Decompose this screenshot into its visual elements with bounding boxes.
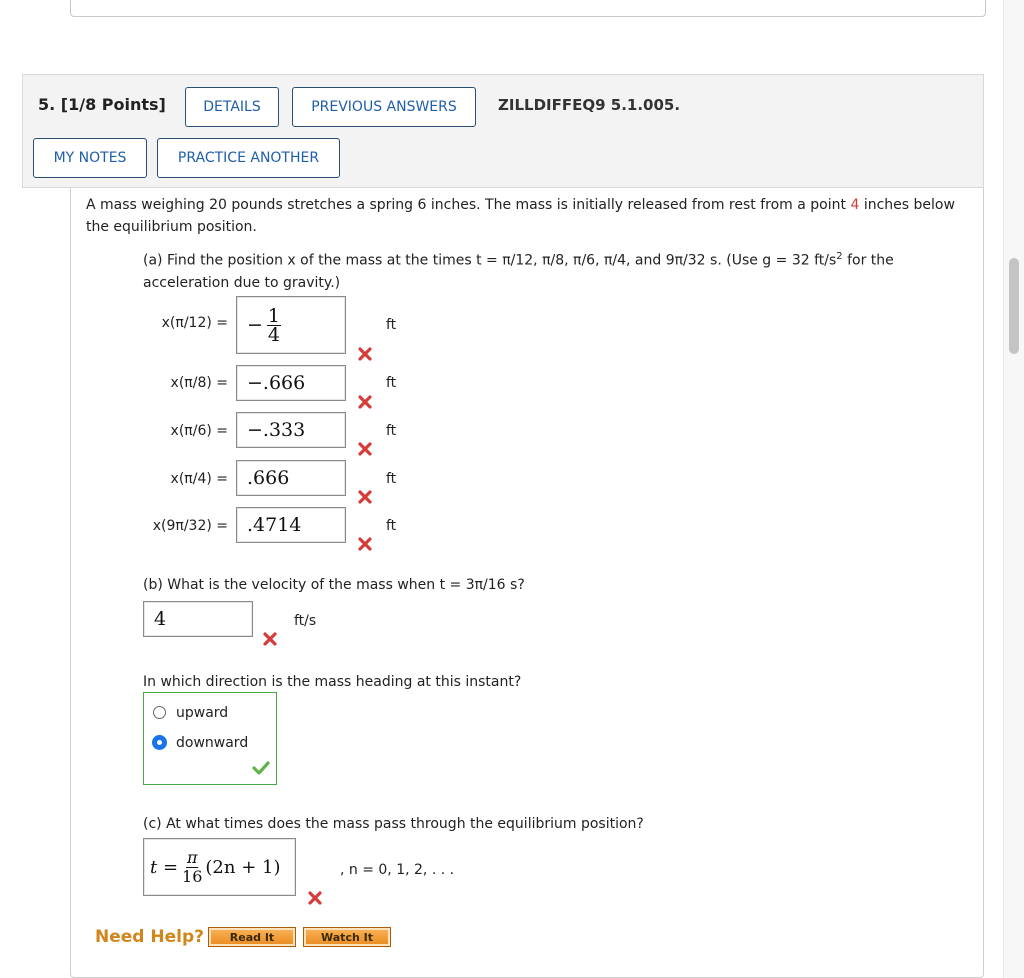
unit-label: ft <box>386 423 397 439</box>
option-downward-label[interactable]: downward <box>176 735 249 751</box>
my-notes-button[interactable]: MY NOTES <box>33 138 147 178</box>
n-values: , n = 0, 1, 2, . . . <box>340 862 455 878</box>
unit-label: ft <box>386 471 397 487</box>
part-b-prompt: (b) What is the velocity of the mass when t = 3π/16 s? <box>143 577 525 593</box>
watch-it-button[interactable]: Watch It <box>303 927 391 947</box>
unit-label: ft <box>386 375 397 391</box>
incorrect-x-icon <box>357 536 373 552</box>
scrollbar-track[interactable] <box>1003 0 1024 978</box>
row-label-pi-6: x(π/6) = <box>170 423 228 439</box>
question-points: [1/8 Points] <box>60 95 166 114</box>
answer-input-pi-12[interactable]: − $\frac{1}{4}$ <box>236 296 346 354</box>
row-label-pi-4: x(π/4) = <box>170 471 228 487</box>
previous-answers-button[interactable]: PREVIOUS ANSWERS <box>292 87 476 127</box>
answer-input-pi-4[interactable]: .666 <box>236 460 346 496</box>
unit-label: ft <box>386 518 397 534</box>
direction-prompt: In which direction is the mass heading at this instant? <box>143 674 522 690</box>
answer-input-9pi-32[interactable]: .4714 <box>236 507 346 543</box>
question-number: 5. [1/8 Points] <box>38 95 166 114</box>
fraction-answer: $\frac{\pi}{16}$ <box>182 847 203 886</box>
read-it-button[interactable]: Read It <box>208 927 296 947</box>
velocity-input[interactable]: 4 <box>143 601 253 637</box>
velocity-unit: ft/s <box>294 613 317 629</box>
highlighted-value: 4 <box>850 197 860 213</box>
incorrect-x-icon <box>357 441 373 457</box>
equilibrium-times-input[interactable]: t = $\frac{\pi}{16}$ (2n + 1) <box>143 838 296 896</box>
problem-statement: A mass weighing 20 pounds stretches a spring 6 inches. The mass is initially released from rest from a point 4 inches below the equilibrium position. <box>86 197 955 235</box>
incorrect-x-icon <box>307 890 323 906</box>
incorrect-x-icon <box>262 631 278 647</box>
fraction-answer: $\frac{1}{4}$ <box>267 304 281 346</box>
option-upward-label[interactable]: upward <box>176 705 229 721</box>
row-label-pi-8: x(π/8) = <box>170 375 228 391</box>
unit-label: ft <box>386 317 397 333</box>
row-label-9pi-32: x(9π/32) = <box>152 518 228 534</box>
practice-another-button[interactable]: PRACTICE ANOTHER <box>157 138 340 178</box>
correct-check-icon <box>252 760 270 776</box>
part-a-prompt: (a) Find the position x of the mass at the times t = π/12, π/8, π/6, π/4, and 9π/32 s. (Use g = 32 $ft/s^2$ for the acceleration due to gravity.) <box>143 251 894 291</box>
question-code: ZILLDIFFEQ9 5.1.005. <box>498 96 681 114</box>
radio-downward[interactable] <box>153 736 166 749</box>
incorrect-x-icon <box>357 489 373 505</box>
incorrect-x-icon <box>357 346 373 362</box>
previous-question-card <box>70 0 986 17</box>
answer-input-pi-8[interactable]: −.666 <box>236 365 346 401</box>
radio-upward[interactable] <box>153 706 166 719</box>
answer-input-pi-6[interactable]: −.333 <box>236 412 346 448</box>
incorrect-x-icon <box>357 394 373 410</box>
need-help-label: Need Help? <box>95 927 204 947</box>
details-button[interactable]: DETAILS <box>185 87 279 127</box>
scrollbar-thumb[interactable] <box>1009 258 1019 354</box>
part-c-prompt: (c) At what times does the mass pass through the equilibrium position? <box>143 816 644 832</box>
row-label-pi-12: x(π/12) = <box>161 315 228 331</box>
